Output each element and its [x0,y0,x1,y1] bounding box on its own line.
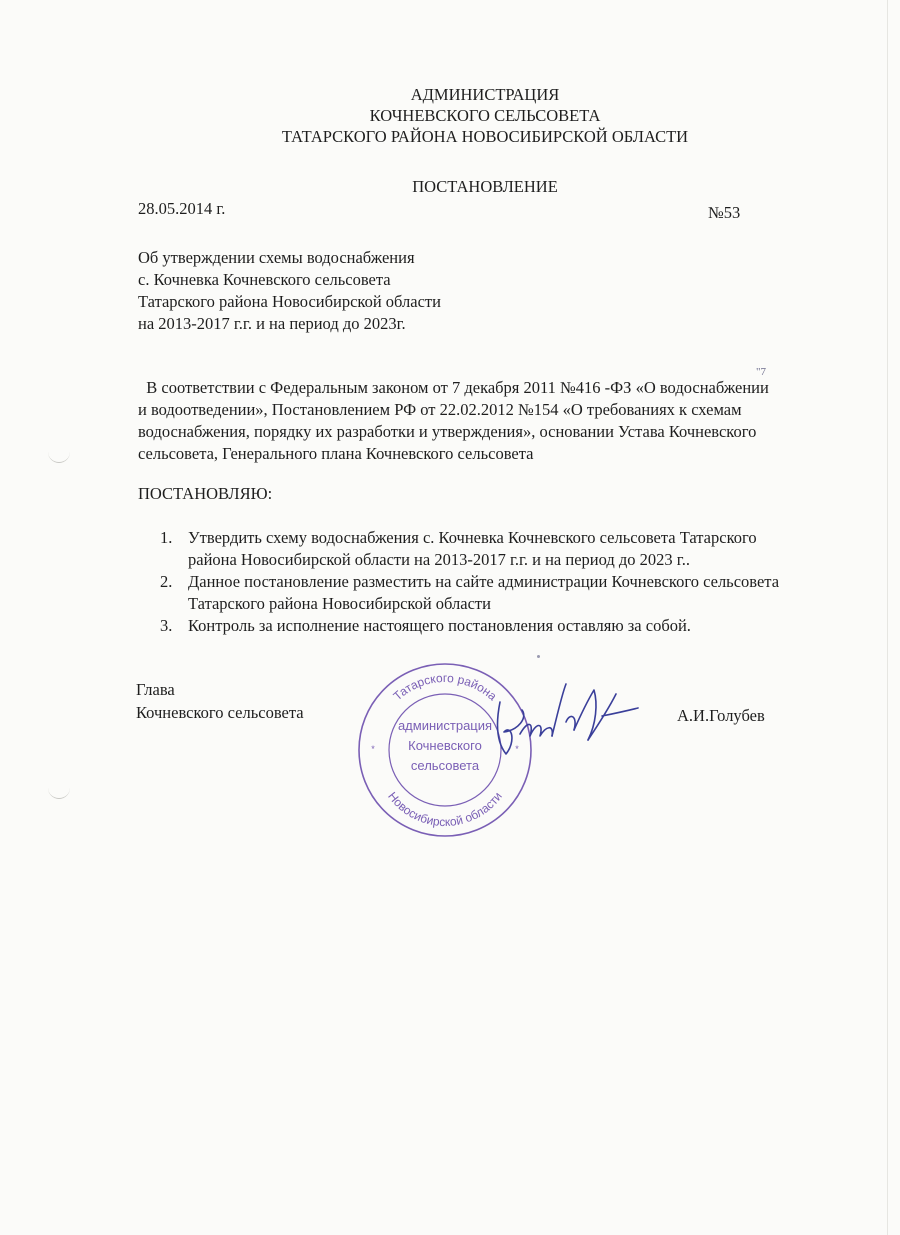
handwritten-signature [470,672,640,772]
seal-star-icon: * [515,744,519,754]
item-line: Татарского района Новосибирской области [188,594,491,613]
preamble-line: и водоотведении», Постановлением РФ от 22.02.2012 №154 «О требованиях к схемам [138,400,742,419]
seal-center-line: Кочневского [408,738,482,753]
subject-line: с. Кочневка Кочневского сельсовета [138,270,391,289]
item-number: 1. [160,528,173,547]
seal-ring-top: Татарского района [390,670,500,704]
preamble [138,377,838,465]
preamble-line: водоснабжения, порядку их разработки и утверждения», основании Устава Кочневского [138,422,757,441]
punch-hole [48,784,70,799]
item-number: 2. [160,572,173,591]
signer-name: А.И.Голубев [677,706,765,725]
item-text [188,615,691,637]
item-text [188,527,757,571]
item-line: Контроль за исполнение настоящего постановления оставляю за собой. [188,616,691,635]
seal-ring-bottom: Новосибирской области [385,789,505,830]
document-date: 28.05.2014 г. [138,199,226,218]
position-line: Кочневского сельсовета [136,703,304,722]
punch-hole [48,448,70,463]
preamble-line: сельсовета, Генерального плана Кочневского сельсовета [138,444,534,463]
item-text [188,571,779,615]
document-subject [138,247,441,335]
seal-center-line: администрация [397,718,493,733]
preamble-line: В соответствии с Федеральным законом от 7 декабря 2011 №416 -ФЗ «О водоснабжении [138,378,769,397]
header-line: ТАТАРСКОГО РАЙОНА НОВОСИБИРСКОЙ ОБЛАСТИ [281,127,689,146]
margin-mark: "7 [756,366,766,378]
document-type: ПОСТАНОВЛЕНИЕ [412,177,558,196]
list-item [160,615,779,637]
decree-items [160,527,779,637]
subject-line: Татарского района Новосибирской области [138,292,441,311]
seal-center-line: сельсовета [410,758,480,773]
subject-line: Об утверждении схемы водоснабжения [138,248,415,267]
seal-star-icon: * [371,744,375,754]
ink-speck [537,655,540,658]
header-line: КОЧНЕВСКОГО СЕЛЬСОВЕТА [369,106,601,125]
header-line: АДМИНИСТРАЦИЯ [410,85,560,104]
decree-heading: ПОСТАНОВЛЯЮ: [138,484,273,503]
item-line: Данное постановление разместить на сайте администрации Кочневского сельсовета [188,572,780,591]
document-header [0,84,900,147]
item-number: 3. [160,616,173,635]
document-number: №53 [708,203,741,222]
list-item [160,571,779,615]
item-line: Утвердить схему водоснабжения с. Кочневка Кочневского сельсовета Татарского [188,528,757,547]
list-item [160,527,779,571]
svg-text:Новосибирской области [385,789,505,829]
position-line: Глава [136,680,175,699]
subject-line: на 2013-2017 г.г. и на период до 2023г. [138,314,406,333]
signer-position [136,678,304,724]
item-line: района Новосибирской области на 2013-2017 г.г. и на период до 2023 г.. [188,550,690,569]
